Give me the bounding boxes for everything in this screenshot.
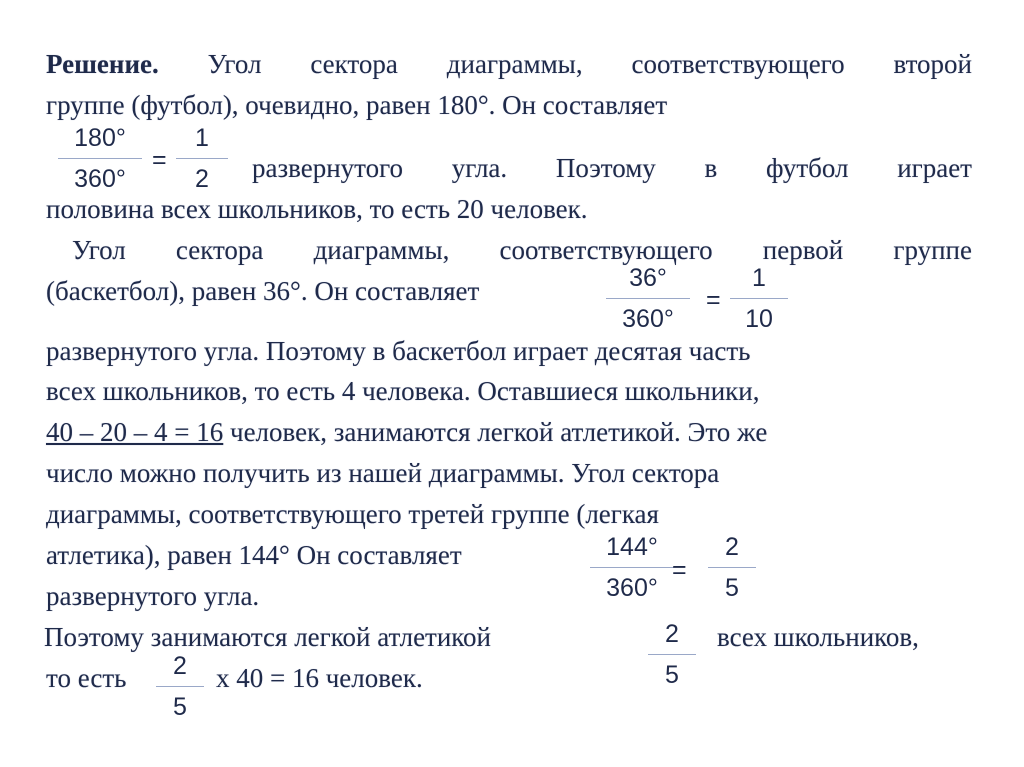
text-line-13: развернутого угла.	[46, 581, 260, 611]
text-line-15b: х 40 = 16 человек.	[216, 663, 423, 693]
fraction-bar	[606, 298, 690, 299]
fraction-denominator: 360°	[74, 165, 126, 193]
equals-sign: =	[706, 286, 721, 314]
text-line-8: всех школьников, то есть 4 человека. Оставшиеся школьники,	[46, 376, 760, 406]
fraction-bar	[590, 567, 674, 568]
fraction-numerator: 36°	[629, 264, 667, 292]
fraction-180-360	[58, 124, 142, 193]
fraction-2-5	[648, 620, 696, 689]
equals-sign: =	[672, 556, 687, 584]
fraction-denominator: 360°	[606, 574, 658, 602]
fraction-numerator: 1	[752, 264, 766, 292]
text-line-7: развернутого угла. Поэтому в баскетбол играет десятая часть	[46, 336, 751, 366]
fraction-denominator: 5	[173, 693, 187, 721]
fraction-numerator: 180°	[74, 124, 126, 152]
fraction-2-5	[708, 533, 756, 602]
text-line-9	[46, 416, 767, 449]
fraction-bar	[176, 158, 228, 159]
solution-title: Решение.	[46, 49, 159, 79]
fraction-bar	[648, 654, 696, 655]
fraction-denominator: 360°	[622, 305, 674, 333]
text-line-5: Угол сектора диаграммы, соответствующего первой группе	[72, 235, 972, 265]
text-line-2: группе (футбол), очевидно, равен 180°. Он составляет	[46, 90, 668, 120]
fraction-numerator: 2	[665, 620, 679, 648]
fraction-numerator: 2	[173, 652, 187, 680]
fraction-denominator: 5	[725, 574, 739, 602]
fraction-denominator: 2	[195, 165, 209, 193]
fraction-144-360	[590, 533, 674, 602]
text-line-11: диаграммы, соответствующего третей группе (легкая	[46, 499, 659, 529]
text-line-14a: Поэтому занимаются легкой атлетикой	[44, 622, 492, 652]
fraction-numerator: 1	[195, 124, 209, 152]
text-line-6: (баскетбол), равен 36°. Он составляет	[46, 276, 480, 306]
fraction-denominator: 5	[665, 661, 679, 689]
line-9-text: человек, занимаются легкой атлетикой. Это же	[223, 417, 768, 447]
fraction-bar	[708, 567, 756, 568]
text-line-10: число можно получить из нашей диаграммы. Угол сектора	[46, 458, 720, 488]
fraction-numerator: 2	[725, 533, 739, 561]
fraction-bar	[156, 686, 204, 687]
fraction-1-10	[730, 264, 788, 333]
fraction-36-360	[606, 264, 690, 333]
fraction-2-5	[156, 652, 204, 721]
equation-text: 40 – 20 – 4 = 16	[46, 417, 224, 447]
fraction-denominator: 10	[745, 305, 773, 333]
text-line-14b: всех школьников,	[717, 622, 919, 652]
fraction-bar	[58, 158, 142, 159]
fraction-1-2	[176, 124, 228, 193]
line-1-text: Угол сектора диаграммы, соответствующего второй	[158, 49, 972, 79]
text-line-15a: то есть	[46, 663, 127, 693]
text-line-1	[46, 48, 972, 81]
fraction-numerator: 144°	[606, 533, 658, 561]
text-line-3: развернутого угла. Поэтому в футбол играет	[252, 153, 972, 183]
fraction-bar	[730, 298, 788, 299]
text-line-12: атлетика), равен 144° Он составляет	[46, 540, 462, 570]
equals-sign: =	[152, 146, 167, 174]
text-line-4: половина всех школьников, то есть 20 человек.	[46, 194, 588, 224]
